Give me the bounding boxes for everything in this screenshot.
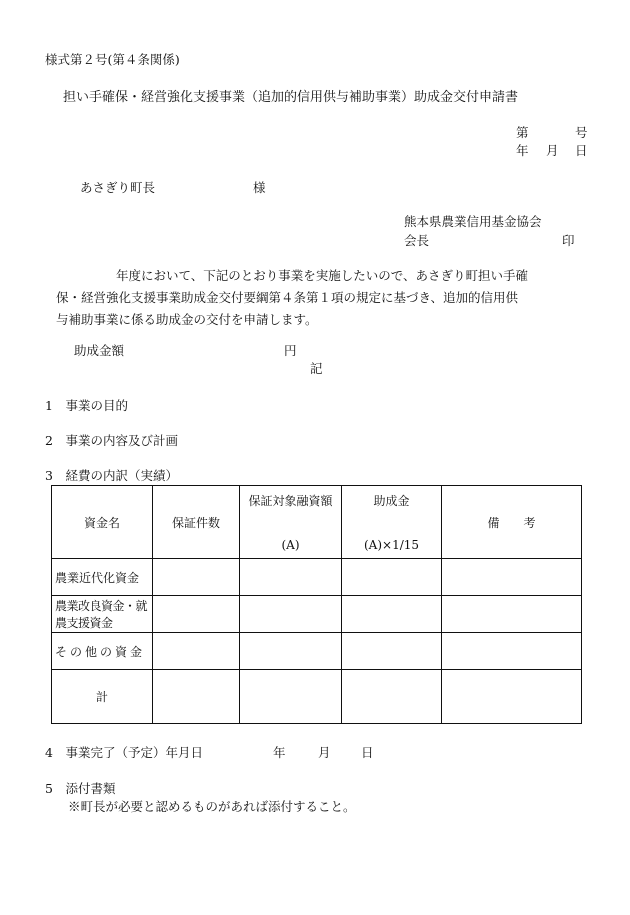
table-cell[interactable] [153, 633, 240, 670]
header-guaranteed-loan-symbol: (A) [281, 538, 300, 552]
grant-amount-unit: 円 [284, 343, 297, 358]
table-cell[interactable] [342, 559, 442, 596]
header-guarantee-count: 保証件数 [153, 486, 240, 559]
addressee-name: あさぎり町長 [80, 180, 156, 195]
completion-day-label: 日 [361, 745, 374, 760]
header-guaranteed-loan-amount [240, 486, 342, 559]
header-guaranteed-loan-label: 保証対象融資額 [248, 494, 333, 508]
table-row [52, 596, 582, 633]
date-year: 年 [516, 143, 529, 158]
table-cell[interactable] [342, 596, 442, 633]
document-number-dai: 第 [516, 125, 529, 140]
applicant-title: 会長 [404, 233, 430, 248]
header-fund-name: 資金名 [52, 486, 153, 559]
section-1-purpose: 1 事業の目的 [45, 398, 128, 413]
header-remarks: 備 考 [442, 486, 582, 559]
seal-mark: 印 [562, 233, 575, 248]
expense-table [51, 485, 582, 724]
row-label-total: 計 [52, 670, 153, 724]
table-cell[interactable] [442, 670, 582, 724]
grant-amount-label: 助成金額 [74, 343, 125, 358]
table-cell[interactable] [240, 596, 342, 633]
date-day: 日 [575, 143, 588, 158]
table-cell[interactable] [240, 633, 342, 670]
row-label-modernization-fund: 農業近代化資金 [52, 559, 153, 596]
table-cell[interactable] [442, 633, 582, 670]
date-month: 月 [546, 143, 559, 158]
table-cell[interactable] [442, 559, 582, 596]
form-reference: 様式第２号(第４条関係) [45, 52, 180, 67]
row-label-improvement-fund: 農業改良資金・就農支援資金 [52, 596, 153, 633]
table-cell[interactable] [240, 670, 342, 724]
document-number-go: 号 [575, 125, 588, 140]
table-cell[interactable] [342, 670, 442, 724]
table-header-row [52, 486, 582, 559]
header-grant-label: 助成金 [373, 494, 410, 508]
table-cell[interactable] [240, 559, 342, 596]
body-line-1: 年度において、下記のとおり事業を実施したいので、あさぎり町担い手確 [116, 268, 529, 283]
header-grant [342, 486, 442, 559]
row-label-other-fund: その他の資金 [52, 633, 153, 670]
table-cell[interactable] [153, 596, 240, 633]
table-cell[interactable] [153, 559, 240, 596]
section-5-attachments: 5 添付書類 [45, 781, 116, 796]
ki-heading: 記 [310, 361, 323, 376]
completion-year-label: 年 [273, 745, 286, 760]
table-row [52, 633, 582, 670]
section-2-content: 2 事業の内容及び計画 [45, 433, 178, 448]
application-body [56, 265, 591, 331]
header-grant-formula: (A)×1/15 [363, 538, 420, 552]
table-total-row [52, 670, 582, 724]
table-cell[interactable] [442, 596, 582, 633]
table-row [52, 559, 582, 596]
section-3-expense-breakdown: 3 経費の内訳（実績） [45, 468, 178, 483]
applicant-organization: 熊本県農業信用基金協会 [404, 214, 542, 229]
section-4-completion-date: 4 事業完了（予定）年月日 [45, 745, 203, 760]
table-cell[interactable] [153, 670, 240, 724]
addressee-honorific: 様 [253, 180, 266, 195]
attachments-note: ※町長が必要と認めるものがあれば添付すること。 [68, 799, 356, 814]
table-cell[interactable] [342, 633, 442, 670]
document-title: 担い手確保・経営強化支援事業（追加的信用供与補助事業）助成金交付申請書 [63, 90, 519, 105]
body-line-2: 保・経営強化支援事業助成金交付要綱第４条第１項の規定に基づき、追加的信用供 [56, 290, 519, 305]
completion-month-label: 月 [318, 745, 331, 760]
body-line-3: 与補助事業に係る助成金の交付を申請します。 [56, 312, 318, 327]
